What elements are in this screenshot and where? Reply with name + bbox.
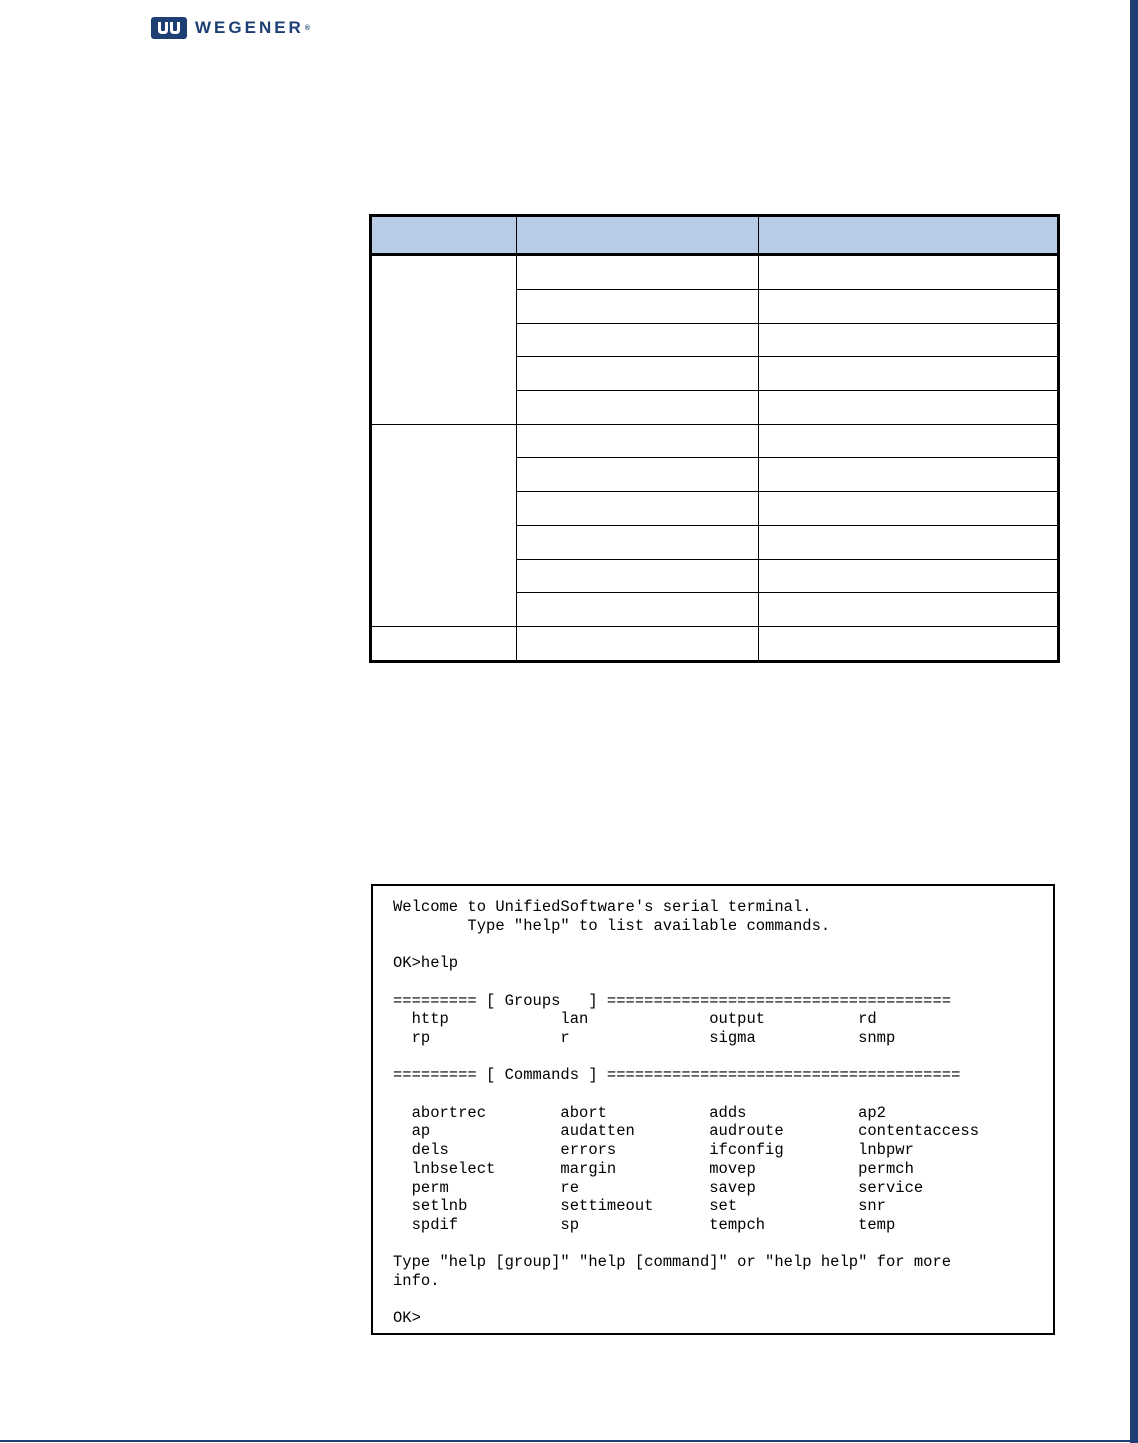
table-header-cell	[517, 216, 759, 255]
terminal-line: ap audatten audroute contentaccess	[393, 1122, 979, 1141]
table-cell	[517, 492, 759, 526]
table-header-cell	[371, 216, 517, 255]
table-cell	[759, 357, 1059, 391]
table-cell	[759, 390, 1059, 424]
terminal-line: lnbselect margin movep permch	[393, 1159, 914, 1178]
page-edge-bar	[1130, 0, 1138, 1443]
table-cell	[759, 323, 1059, 357]
logo-mark-icon	[151, 17, 187, 39]
table-cell	[759, 458, 1059, 492]
terminal-line: info.	[393, 1272, 440, 1291]
terminal-line: ========= [ Groups ] =====================================	[393, 991, 952, 1010]
table-row	[371, 424, 1059, 458]
terminal-line: http lan output rd	[393, 1010, 877, 1029]
table-cell	[517, 255, 759, 290]
table-group-cell	[371, 627, 517, 662]
table-row	[371, 627, 1059, 662]
table-cell	[517, 323, 759, 357]
terminal-line: OK>help	[393, 954, 459, 973]
terminal-line: OK>	[393, 1309, 421, 1328]
terminal-line: setlnb settimeout set snr	[393, 1197, 886, 1216]
table-row	[371, 255, 1059, 290]
table-cell	[517, 289, 759, 323]
table-cell	[759, 255, 1059, 290]
table-header-row	[371, 216, 1059, 255]
table-cell	[517, 559, 759, 593]
table-header-cell	[759, 216, 1059, 255]
terminal-line: ========= [ Commands ] ======================================	[393, 1066, 961, 1085]
table-cell	[517, 390, 759, 424]
table-cell	[759, 424, 1059, 458]
table-cell	[759, 289, 1059, 323]
wegener-logo	[151, 16, 310, 40]
command-table	[369, 214, 1060, 663]
table-cell	[759, 492, 1059, 526]
terminal-text	[393, 898, 979, 1328]
terminal-line: perm re savep service	[393, 1178, 924, 1197]
table-cell	[759, 525, 1059, 559]
table-cell	[517, 525, 759, 559]
terminal-line: rp r sigma snmp	[393, 1028, 896, 1047]
table-group-cell	[371, 424, 517, 626]
terminal-line: spdif sp tempch temp	[393, 1215, 896, 1234]
table-cell	[759, 627, 1059, 662]
terminal-line: Type "help" to list available commands.	[393, 916, 831, 935]
terminal-line: Type "help [group]" "help [command]" or "help help" for more	[393, 1253, 952, 1272]
footer-rule	[0, 1440, 1130, 1442]
table-cell	[517, 424, 759, 458]
terminal-line: dels errors ifconfig lnbpwr	[393, 1141, 914, 1160]
table-cell	[517, 627, 759, 662]
table-cell	[517, 593, 759, 627]
serial-terminal-output	[371, 884, 1055, 1335]
logo-text: WEGENER	[195, 18, 304, 37]
terminal-line: Welcome to UnifiedSoftware's serial terminal.	[393, 898, 812, 916]
terminal-line: abortrec abort adds ap2	[393, 1103, 886, 1122]
table-cell	[759, 559, 1059, 593]
table-cell	[759, 593, 1059, 627]
table-group-cell	[371, 255, 517, 425]
table-cell	[517, 458, 759, 492]
logo-registered-mark: ®	[304, 24, 311, 32]
table-cell	[517, 357, 759, 391]
